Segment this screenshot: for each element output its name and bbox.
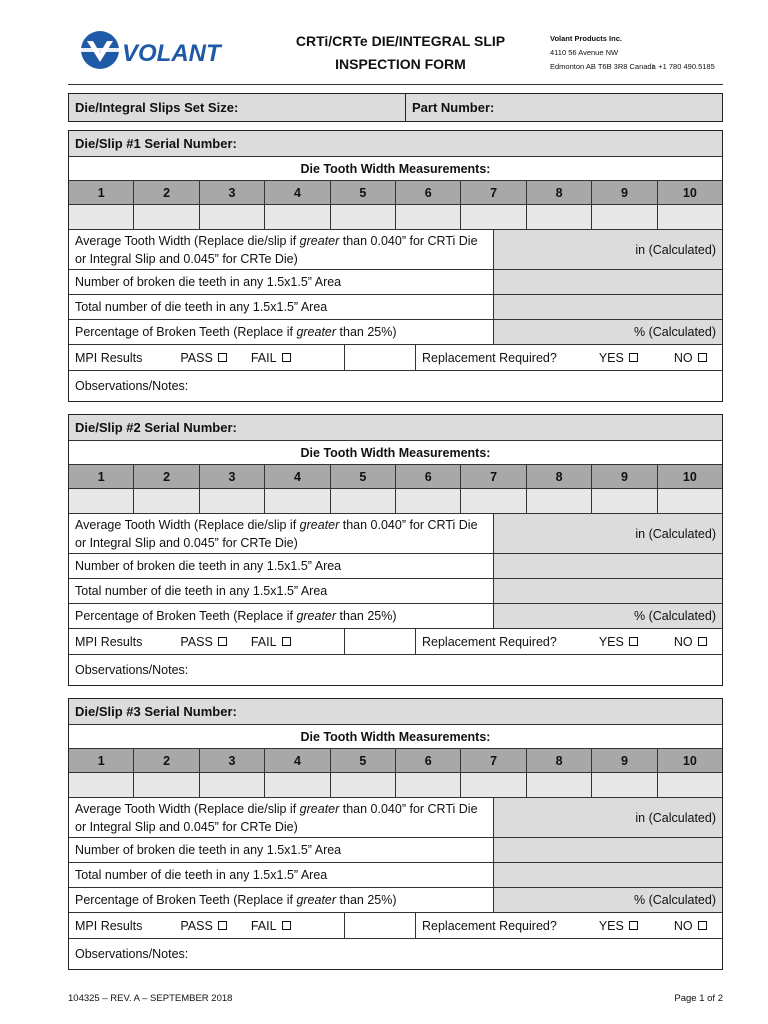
broken-teeth-row [69, 838, 722, 863]
observations-field[interactable]: Observations/Notes: [75, 379, 189, 393]
percentage-value[interactable]: % (Calculated) [494, 320, 722, 344]
average-width-row [69, 514, 722, 554]
company-contact [652, 32, 715, 144]
total-teeth-label: Total number of die teeth in any 1.5x1.5” Area [69, 863, 494, 887]
measurement-column-headers [69, 181, 722, 205]
set-size-row [68, 93, 723, 122]
die-slip-block [68, 414, 723, 686]
address-line-1: 4110 56 Avenue NW [550, 48, 619, 57]
no-checkbox-icon[interactable] [698, 353, 707, 362]
pass-checkbox-icon[interactable] [218, 353, 227, 362]
serial-number-field[interactable]: Die/Slip #1 Serial Number: [69, 131, 722, 157]
column-header: 10 [682, 469, 697, 484]
total-teeth-input[interactable] [494, 295, 722, 319]
column-header: 3 [200, 465, 265, 488]
replacement-cell [416, 629, 722, 654]
part-number-field[interactable]: Part Number: [412, 100, 495, 115]
measurement-input[interactable] [265, 773, 330, 797]
die-slip-block [68, 130, 723, 402]
pass-checkbox-icon[interactable] [218, 921, 227, 930]
average-width-value[interactable]: in (Calculated) [494, 514, 722, 553]
measurement-input[interactable] [200, 489, 265, 513]
total-teeth-input[interactable] [494, 863, 722, 887]
measurement-input[interactable] [200, 773, 265, 797]
column-header: 9 [592, 181, 657, 204]
measurement-input[interactable] [461, 773, 526, 797]
column-header: 10 [682, 753, 697, 768]
measurement-input[interactable] [658, 773, 722, 797]
address-line-2: Edmonton AB T6B 3R8 Canada [550, 62, 656, 71]
mpi-results-cell [69, 345, 345, 370]
column-header: 9 [592, 465, 657, 488]
column-header: 4 [265, 749, 330, 772]
measurement-inputs-row [69, 489, 722, 514]
mpi-results-cell [69, 629, 345, 654]
header-divider [68, 84, 723, 85]
replacement-label: Replacement Required? [422, 634, 557, 649]
page-number: Page 1 of 2 [674, 993, 723, 1004]
company-address [550, 32, 656, 74]
form-header [68, 22, 723, 84]
fail-checkbox-icon[interactable] [282, 637, 291, 646]
pass-label: PASS [180, 918, 213, 933]
average-width-row [69, 798, 722, 838]
column-header: 5 [331, 181, 396, 204]
measurement-input[interactable] [265, 489, 330, 513]
mpi-results-cell [69, 913, 345, 938]
no-label: NO [673, 350, 693, 365]
percentage-value[interactable]: % (Calculated) [494, 888, 722, 912]
measurement-input[interactable] [69, 205, 134, 229]
average-width-label: Average Tooth Width (Replace die/slip if greater than 0.040” for CRTi Die or Integral Slip and 0.045” for CRTe Die) [69, 514, 494, 553]
no-label: NO [673, 634, 693, 649]
column-header: 6 [396, 465, 461, 488]
fail-label: FAIL [250, 918, 277, 933]
broken-teeth-input[interactable] [494, 554, 722, 578]
average-width-value[interactable]: in (Calculated) [494, 230, 722, 269]
total-teeth-row [69, 863, 722, 888]
percentage-label: Percentage of Broken Teeth (Replace if greater than 25%) [69, 888, 494, 912]
yes-label: YES [598, 350, 624, 365]
percentage-row [69, 320, 722, 345]
broken-teeth-label: Number of broken die teeth in any 1.5x1.5” Area [69, 270, 494, 294]
fail-label: FAIL [250, 634, 277, 649]
mpi-label: MPI Results [75, 918, 143, 933]
yes-checkbox-icon[interactable] [629, 353, 638, 362]
measurement-column-headers [69, 465, 722, 489]
measurement-input[interactable] [396, 773, 461, 797]
mpi-results-row [69, 629, 722, 655]
observations-field[interactable]: Observations/Notes: [75, 947, 189, 961]
title-line-2: INSPECTION FORM [335, 56, 466, 72]
set-size-field[interactable]: Die/Integral Slips Set Size: [69, 94, 406, 121]
measurement-input[interactable] [134, 773, 199, 797]
serial-number-field[interactable]: Die/Slip #3 Serial Number: [69, 699, 722, 725]
column-header: 2 [134, 181, 199, 204]
column-header: 4 [265, 181, 330, 204]
doc-code: 104325 – REV. A – SEPTEMBER 2018 [68, 993, 233, 1004]
broken-teeth-input[interactable] [494, 270, 722, 294]
percentage-label: Percentage of Broken Teeth (Replace if greater than 25%) [69, 604, 494, 628]
measurement-input[interactable] [331, 773, 396, 797]
fail-label: FAIL [250, 350, 277, 365]
form-title [283, 30, 518, 76]
column-header: 3 [200, 749, 265, 772]
column-header: 10 [682, 185, 697, 200]
measurement-input[interactable] [200, 205, 265, 229]
measurement-column-headers [69, 749, 722, 773]
column-header: 5 [331, 465, 396, 488]
column-header: 1 [69, 181, 134, 204]
pass-checkbox-icon[interactable] [218, 637, 227, 646]
yes-label: YES [598, 918, 624, 933]
serial-number-field[interactable]: Die/Slip #2 Serial Number: [69, 415, 722, 441]
mpi-blank-cell[interactable] [345, 629, 416, 654]
column-header: 7 [461, 465, 526, 488]
percentage-row [69, 604, 722, 629]
average-width-row [69, 230, 722, 270]
column-header: 8 [527, 749, 592, 772]
column-header: 5 [331, 749, 396, 772]
measurement-input[interactable] [527, 489, 592, 513]
title-line-1: CRTi/CRTe DIE/INTEGRAL SLIP [295, 33, 506, 49]
die-slip-block [68, 698, 723, 970]
replacement-cell [416, 913, 722, 938]
company-name: Volant Products Inc. [550, 34, 622, 43]
column-header: 1 [69, 465, 134, 488]
column-header: 1 [69, 749, 134, 772]
column-header: 6 [396, 749, 461, 772]
mpi-blank-cell[interactable] [345, 345, 416, 370]
yes-checkbox-icon[interactable] [629, 921, 638, 930]
pass-label: PASS [180, 350, 213, 365]
column-header: 6 [396, 181, 461, 204]
percentage-row [69, 888, 722, 913]
column-header: 8 [527, 181, 592, 204]
column-header: 9 [592, 749, 657, 772]
no-checkbox-icon[interactable] [698, 637, 707, 646]
average-width-value[interactable]: in (Calculated) [494, 798, 722, 837]
total-teeth-row [69, 579, 722, 604]
total-teeth-row [69, 295, 722, 320]
average-width-label: Average Tooth Width (Replace die/slip if greater than 0.040” for CRTi Die or Integral Slip and 0.045” for CRTe Die) [69, 798, 494, 837]
replacement-label: Replacement Required? [422, 918, 557, 933]
column-header: 8 [527, 465, 592, 488]
measurement-input[interactable] [69, 773, 134, 797]
total-teeth-label: Total number of die teeth in any 1.5x1.5” Area [69, 295, 494, 319]
broken-teeth-row [69, 270, 722, 295]
broken-teeth-input[interactable] [494, 838, 722, 862]
measurement-input[interactable] [592, 489, 657, 513]
mpi-label: MPI Results [75, 350, 143, 365]
logo-wordmark: VOLANT [122, 40, 221, 67]
mpi-label: MPI Results [75, 634, 143, 649]
measurement-input[interactable] [69, 489, 134, 513]
measurement-input[interactable] [331, 205, 396, 229]
phone-number: t +1 780 490.5185 [652, 62, 715, 71]
measurement-input[interactable] [658, 205, 722, 229]
measurements-title: Die Tooth Width Measurements: [69, 441, 722, 465]
measurement-input[interactable] [134, 489, 199, 513]
measurement-inputs-row [69, 205, 722, 230]
fail-checkbox-icon[interactable] [282, 921, 291, 930]
column-header: 4 [265, 465, 330, 488]
broken-teeth-label: Number of broken die teeth in any 1.5x1.5” Area [69, 554, 494, 578]
measurement-input[interactable] [396, 489, 461, 513]
measurements-title: Die Tooth Width Measurements: [69, 157, 722, 181]
volant-logo [78, 28, 238, 72]
replacement-label: Replacement Required? [422, 350, 557, 365]
replacement-cell [416, 345, 722, 370]
measurement-input[interactable] [461, 205, 526, 229]
column-header: 2 [134, 465, 199, 488]
column-header: 2 [134, 749, 199, 772]
no-checkbox-icon[interactable] [698, 921, 707, 930]
measurement-input[interactable] [461, 489, 526, 513]
yes-checkbox-icon[interactable] [629, 637, 638, 646]
measurement-inputs-row [69, 773, 722, 798]
no-label: NO [673, 918, 693, 933]
measurement-input[interactable] [331, 489, 396, 513]
total-teeth-input[interactable] [494, 579, 722, 603]
measurement-input[interactable] [527, 773, 592, 797]
measurements-title: Die Tooth Width Measurements: [69, 725, 722, 749]
measurement-input[interactable] [265, 205, 330, 229]
percentage-label: Percentage of Broken Teeth (Replace if greater than 25%) [69, 320, 494, 344]
measurement-input[interactable] [134, 205, 199, 229]
total-teeth-label: Total number of die teeth in any 1.5x1.5” Area [69, 579, 494, 603]
broken-teeth-row [69, 554, 722, 579]
percentage-value[interactable]: % (Calculated) [494, 604, 722, 628]
yes-label: YES [598, 634, 624, 649]
mpi-results-row [69, 913, 722, 939]
measurement-input[interactable] [396, 205, 461, 229]
pass-label: PASS [180, 634, 213, 649]
broken-teeth-label: Number of broken die teeth in any 1.5x1.5” Area [69, 838, 494, 862]
measurement-input[interactable] [592, 773, 657, 797]
column-header: 7 [461, 181, 526, 204]
column-header: 7 [461, 749, 526, 772]
measurement-input[interactable] [658, 489, 722, 513]
mpi-results-row [69, 345, 722, 371]
measurement-input[interactable] [527, 205, 592, 229]
measurement-input[interactable] [592, 205, 657, 229]
fail-checkbox-icon[interactable] [282, 353, 291, 362]
mpi-blank-cell[interactable] [345, 913, 416, 938]
observations-field[interactable]: Observations/Notes: [75, 663, 189, 677]
column-header: 3 [200, 181, 265, 204]
average-width-label: Average Tooth Width (Replace die/slip if greater than 0.040” for CRTi Die or Integral Slip and 0.045” for CRTe Die) [69, 230, 494, 269]
